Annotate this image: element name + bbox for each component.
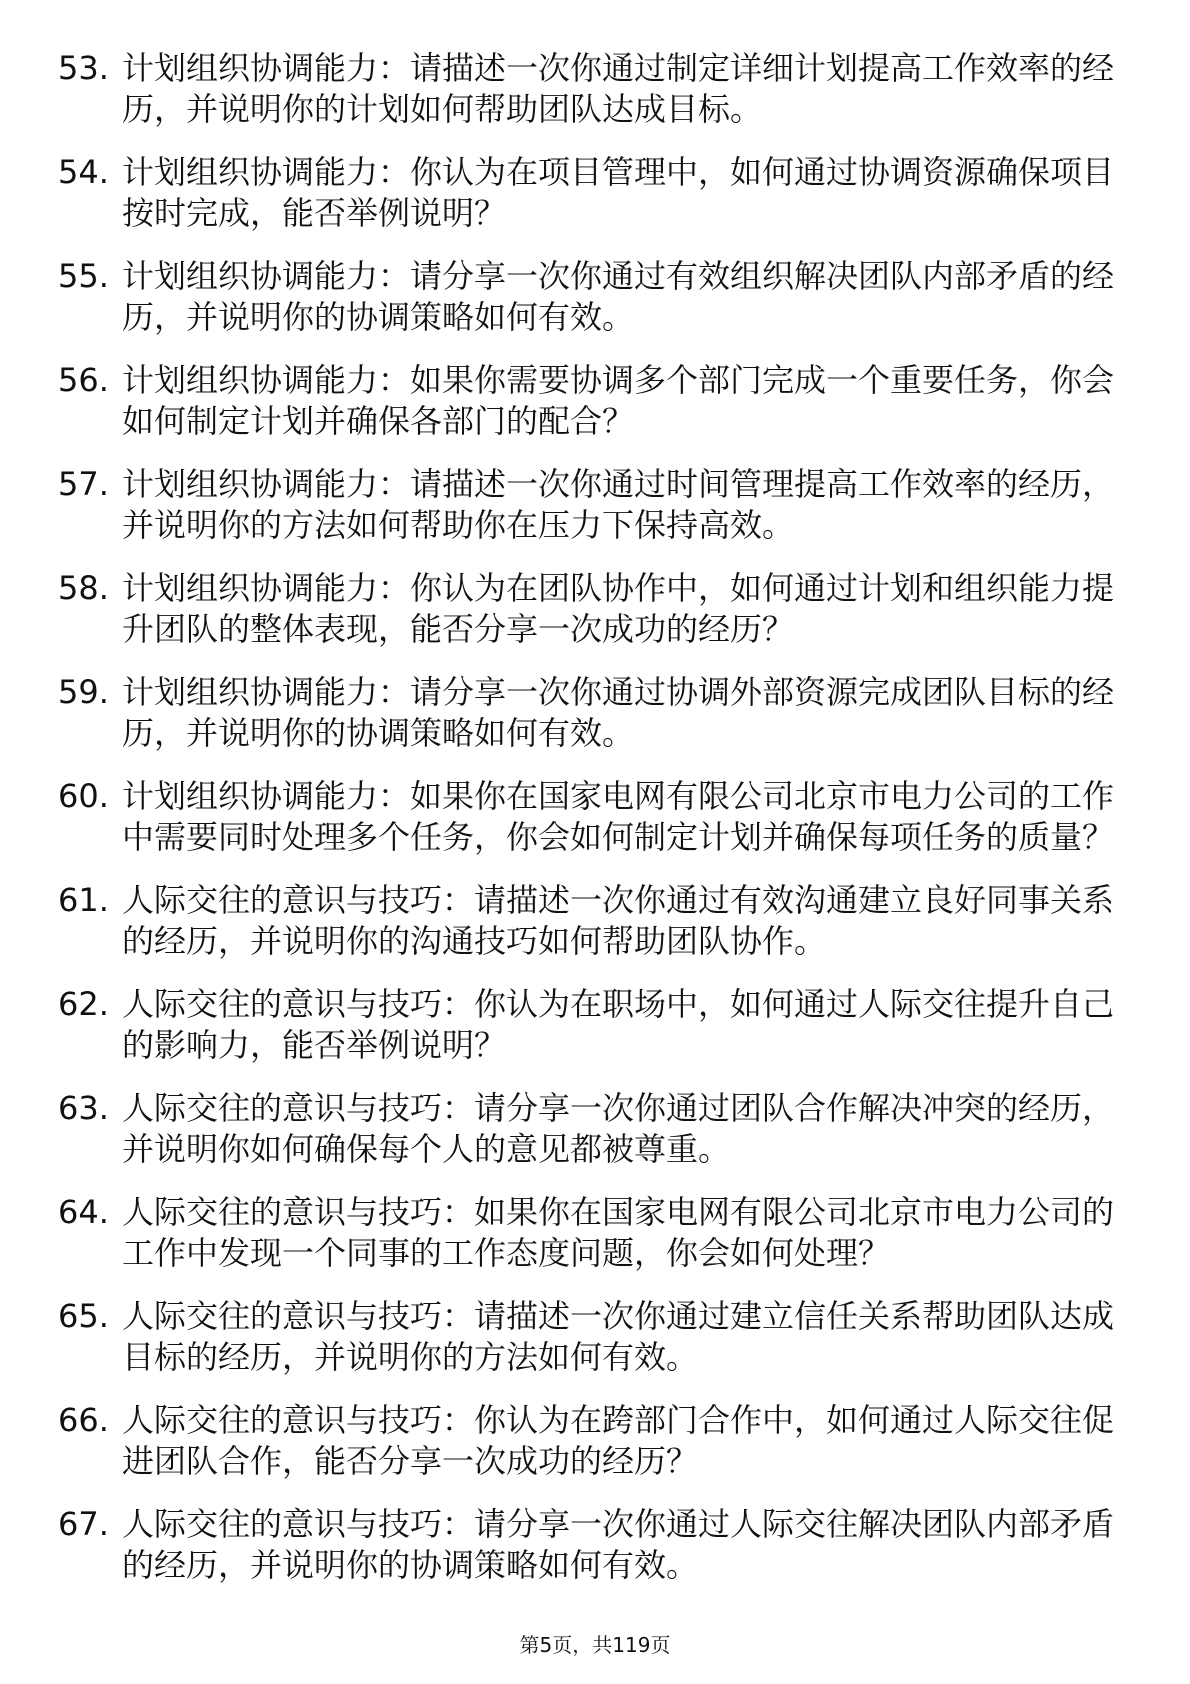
- list-item: [58, 568, 1118, 650]
- question-text: 计划组织协调能力：请描述一次你通过制定详细计划提高工作效率的经历，并说明你的计划如何帮助团队达成目标。: [122, 49, 1115, 128]
- question-number: 57.: [58, 465, 109, 503]
- list-item: [58, 1400, 1118, 1482]
- list-item: [58, 1192, 1118, 1274]
- question-number: 54.: [58, 153, 109, 191]
- list-item: [58, 1296, 1118, 1378]
- question-text: 人际交往的意识与技巧：你认为在跨部门合作中，如何通过人际交往促进团队合作，能否分享一次成功的经历？: [122, 1401, 1115, 1480]
- question-number: 62.: [58, 985, 109, 1023]
- list-item: [58, 1504, 1118, 1586]
- question-text: 人际交往的意识与技巧：请分享一次你通过团队合作解决冲突的经历，并说明你如何确保每个人的意见都被尊重。: [122, 1089, 1115, 1168]
- page-footer: [0, 1632, 1190, 1658]
- question-text: 人际交往的意识与技巧：请描述一次你通过建立信任关系帮助团队达成目标的经历，并说明你的方法如何有效。: [122, 1297, 1115, 1376]
- list-item: [58, 360, 1118, 442]
- question-text: 计划组织协调能力：请分享一次你通过有效组织解决团队内部矛盾的经历，并说明你的协调策略如何有效。: [122, 257, 1115, 336]
- question-number: 61.: [58, 881, 109, 919]
- question-text: 计划组织协调能力：如果你需要协调多个部门完成一个重要任务，你会如何制定计划并确保各部门的配合？: [122, 361, 1115, 440]
- list-item: [58, 48, 1118, 130]
- question-text: 人际交往的意识与技巧：你认为在职场中，如何通过人际交往提升自己的影响力，能否举例说明？: [122, 985, 1115, 1064]
- question-number: 58.: [58, 569, 109, 607]
- question-number: 63.: [58, 1089, 109, 1127]
- list-item: [58, 1088, 1118, 1170]
- question-list: [58, 48, 1118, 1608]
- question-number: 66.: [58, 1401, 109, 1439]
- question-number: 65.: [58, 1297, 109, 1335]
- question-number: 67.: [58, 1505, 109, 1543]
- question-text: 计划组织协调能力：你认为在团队协作中，如何通过计划和组织能力提升团队的整体表现，能否分享一次成功的经历？: [122, 569, 1115, 648]
- list-item: [58, 880, 1118, 962]
- list-item: [58, 152, 1118, 234]
- list-item: [58, 984, 1118, 1066]
- list-item: [58, 672, 1118, 754]
- question-text: 计划组织协调能力：请描述一次你通过时间管理提高工作效率的经历，并说明你的方法如何帮助你在压力下保持高效。: [122, 465, 1115, 544]
- question-number: 53.: [58, 49, 109, 87]
- list-item: [58, 776, 1118, 858]
- list-item: [58, 256, 1118, 338]
- question-number: 59.: [58, 673, 109, 711]
- question-number: 60.: [58, 777, 109, 815]
- list-item: [58, 464, 1118, 546]
- question-number: 64.: [58, 1193, 109, 1231]
- question-text: 人际交往的意识与技巧：请描述一次你通过有效沟通建立良好同事关系的经历，并说明你的沟通技巧如何帮助团队协作。: [122, 881, 1115, 960]
- question-number: 56.: [58, 361, 109, 399]
- question-text: 人际交往的意识与技巧：请分享一次你通过人际交往解决团队内部矛盾的经历，并说明你的协调策略如何有效。: [122, 1505, 1115, 1584]
- question-text: 计划组织协调能力：你认为在项目管理中，如何通过协调资源确保项目按时完成，能否举例说明？: [122, 153, 1115, 232]
- question-text: 计划组织协调能力：如果你在国家电网有限公司北京市电力公司的工作中需要同时处理多个任务，你会如何制定计划并确保每项任务的质量？: [122, 777, 1115, 856]
- question-text: 计划组织协调能力：请分享一次你通过协调外部资源完成团队目标的经历，并说明你的协调策略如何有效。: [122, 673, 1115, 752]
- question-text: 人际交往的意识与技巧：如果你在国家电网有限公司北京市电力公司的工作中发现一个同事的工作态度问题，你会如何处理？: [122, 1193, 1115, 1272]
- page-number-label: 第5页，共119页: [519, 1633, 671, 1657]
- question-number: 55.: [58, 257, 109, 295]
